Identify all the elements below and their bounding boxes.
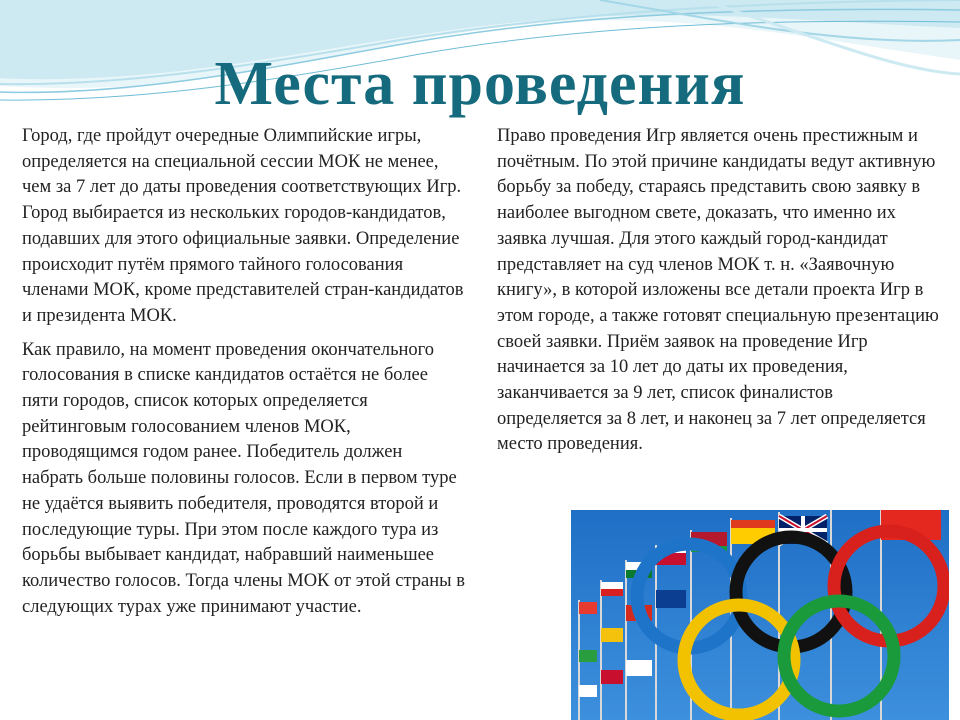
left-paragraph-1: Город, где пройдут очередные Олимпийские игры, определяется на специальной сессии МОК не менее, чем за 7 лет до даты проведения соответствующих Игр. Город выбирается из нескольких городов-кандидатов, подавших для этого официальные заявки. Определение происходит путём прямого тайного голосования членами МОК, кроме представителей стран-кандидатов и президента МОК. [22,126,464,326]
olympic-rings-photo [571,510,949,720]
left-text-column [22,124,467,620]
right-paragraph-1: Право проведения Игр является очень престижным и почётным. По этой причине кандидаты ведут активную борьбу за победу, стараясь представить свою заявку в наиболее выгодном свете, доказать, что именно их заявка лучшая. Для этого каждый город-кандидат представляет на суд членов МОК т. н. «Заявочную книгу», в которой изложены все детали проекта Игр в этом городе, а также готовят специальную презентацию своей заявки. Приём заявок на проведение Игр начинается за 10 лет до даты их проведения, заканчивается за 9 лет, список финалистов определяется за 8 лет, и наконец за 7 лет определяется место проведения. [497,126,939,455]
slide-title: Места проведения [214,50,746,118]
right-text-column [497,124,942,458]
left-paragraph-2: Как правило, на момент проведения окончательного голосования в списке кандидатов остаётся не более пяти городов, список которых определяется рейтинговым голосованием членов МОК, проводящимся годом ранее. Победитель должен набрать больше половины голосов. Если в первом туре не удаётся выявить победителя, проводятся второй и последующие туры. При этом после каждого тура из борьбы выбывает кандидат, набравший наименьшее количество голосов. Тогда члены МОК от этой страны в следующих турах уже принимают участие. [22,339,465,617]
